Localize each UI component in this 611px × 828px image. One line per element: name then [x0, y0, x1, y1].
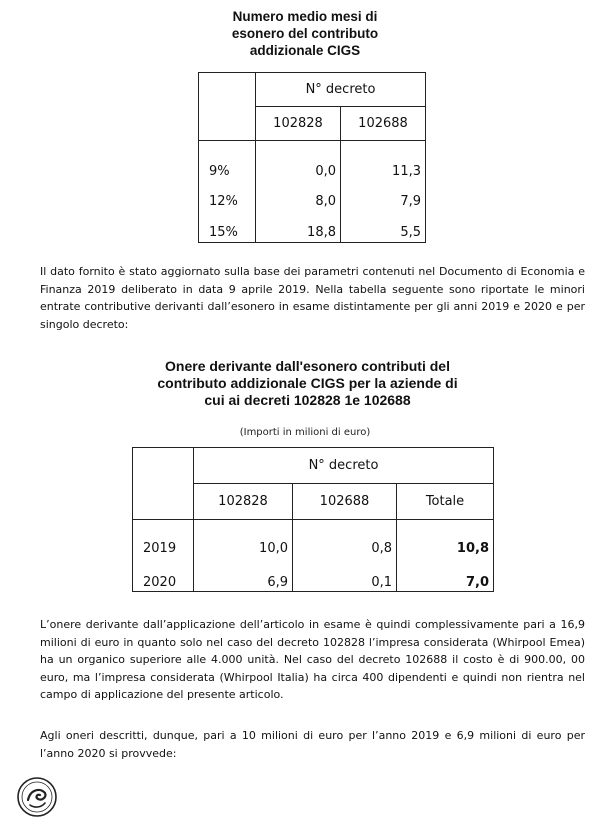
table-cell: 8,0: [256, 183, 341, 213]
table-cell: 0,1: [293, 566, 397, 592]
table1-group-header: N° decreto: [256, 73, 426, 107]
table-cell: 11,3: [341, 141, 426, 183]
table-cell-total: 7,0: [397, 566, 494, 592]
body-paragraph: L’onere derivante dall’applicazione dell’articolo in esame è quindi complessivamente pari a 16,9 milioni di euro in quanto solo nel caso del decreto 102828 l’impresa considerata (Whirpool Emea) ha un organico superiore alle 4.000 unità. Nel caso del decreto 102688 il costo è di 900.00, 00 euro, ma l’impresa considerata (Whirpool Italia) ha circa 400 dipendenti e quindi non rientra nel campo di applicazione del presente articolo.: [40, 618, 585, 701]
table2-group-header: N° decreto: [194, 448, 494, 484]
table2-column-header: 102828: [194, 484, 293, 520]
row-label: 12%: [199, 183, 256, 213]
table1-column-header: 102828: [256, 107, 341, 141]
table-cell: 5,5: [341, 213, 426, 243]
table1-column-header: 102688: [341, 107, 426, 141]
table-cell: 7,9: [341, 183, 426, 213]
row-label: 2019: [133, 520, 194, 566]
table1: [198, 72, 426, 243]
table-cell: 10,0: [194, 520, 293, 566]
table-row: [199, 213, 426, 243]
table2-corner-cell: [133, 448, 194, 484]
row-label: 9%: [199, 141, 256, 183]
seal-logo-icon: [16, 776, 58, 818]
table1-title-line: esonero del contributo: [231, 26, 379, 41]
table-row: [199, 183, 426, 213]
table-cell-total: 10,8: [397, 520, 494, 566]
table-row: [199, 141, 426, 183]
table2-title-line: Onere derivante dall'esonero contributi del: [165, 358, 450, 374]
body-paragraph: Agli oneri descritti, dunque, pari a 10 milioni di euro per l’anno 2019 e 6,9 milioni di euro per l’anno 2020 si provvede:: [40, 729, 585, 760]
table-cell: 18,8: [256, 213, 341, 243]
table-cell: 0,0: [256, 141, 341, 183]
table2-title-line: contributo addizionale CIGS per la aziende di: [157, 375, 458, 391]
table2-caption: (Importi in milioni di euro): [239, 427, 371, 438]
table1-title-line: addizionale CIGS: [249, 43, 361, 58]
table1-corner-cell: [199, 107, 256, 141]
table1-corner-cell: [199, 73, 256, 107]
table2-corner-cell: [133, 484, 194, 520]
table2-title: [120, 358, 495, 409]
row-label: 2020: [133, 566, 194, 592]
table2: [132, 447, 494, 592]
table1-title: [150, 8, 460, 59]
table1-title-line: Numero medio mesi di: [232, 9, 378, 24]
table-cell: 0,8: [293, 520, 397, 566]
table2-column-header: Totale: [397, 484, 494, 520]
table2-title-line: cui ai decreti 102828 1e 102688: [204, 392, 411, 408]
table2-column-header: 102688: [293, 484, 397, 520]
body-paragraph: Il dato fornito è stato aggiornato sulla base dei parametri contenuti nel Documento di Economia e Finanza 2019 deliberato in data 9 aprile 2019. Nella tabella seguente sono riportate le minori entrate contributive derivanti dall’esonero in esame distintamente per gli anni 2019 e 2020 e per singolo decreto:: [40, 265, 585, 331]
row-label: 15%: [199, 213, 256, 243]
table-row: [133, 566, 494, 592]
table-cell: 6,9: [194, 566, 293, 592]
table-row: [133, 520, 494, 566]
